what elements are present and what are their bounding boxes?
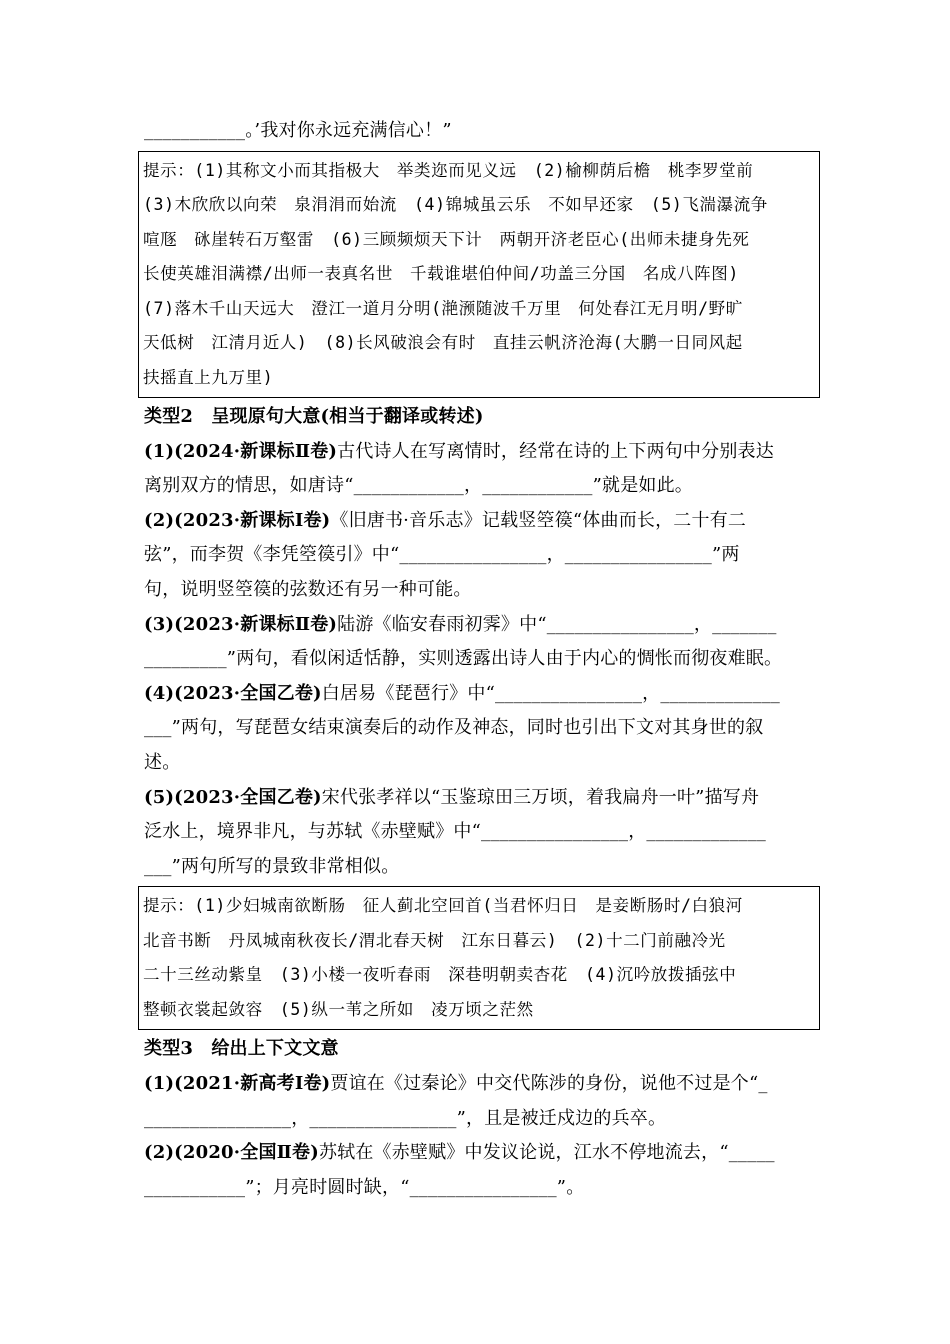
question-line	[144, 435, 814, 470]
hint-line: 北音书断 丹凤城南秋夜长/渭北春天树 江东日暮云) (2)十二门前融冷光	[143, 930, 726, 950]
question-text: _________”两句，看似闲适恬静，实则透露出诗人由于内心的惆怅而彻夜难眠。	[144, 648, 783, 670]
question-text: 贾谊在《过秦论》中交代陈涉的身份，说他不过是个“_	[330, 1073, 768, 1094]
hint-line: (3)木欣欣以向荣 泉涓涓而始流 (4)锦城虽云乐 不如早还家 (5)飞湍瀑流争	[143, 195, 768, 215]
document-page	[144, 114, 814, 1205]
hint-box-2	[138, 886, 820, 1030]
question-line	[144, 608, 814, 643]
question-text: 泛水上，境界非凡，与苏轼《赤壁赋》中“________________，_____________	[144, 821, 766, 843]
question-tag: (2)(2023·新课标Ⅰ卷)	[144, 509, 331, 531]
question-line	[144, 538, 814, 573]
hint-line: 喧豗 砯崖转石万壑雷 (6)三顾频烦天下计 两朝开济老臣心(出师未捷身先死	[143, 229, 750, 249]
question-text: 陆游《临安春雨初霁》中“________________，_______	[337, 613, 777, 635]
question-text: 句，说明竖箜篌的弦数还有另一种可能。	[144, 579, 472, 601]
question-line	[144, 504, 814, 539]
question-text: 白居易《琵琶行》中“________________，_____________	[321, 682, 780, 704]
question-line	[144, 642, 814, 677]
question-text: ________________，________________”，且是被迁戍边的兵卒。	[144, 1107, 667, 1129]
question-line	[144, 677, 814, 712]
question-text: 《旧唐书·音乐志》记载竖箜篌“体曲而长，二十有二	[330, 509, 747, 531]
section-heading-type2: 类型2 呈现原句大意(相当于翻译或转述)	[144, 406, 484, 428]
question-text: ___”两句，写琵琶女结束演奏后的动作及神态，同时也引出下文对其身世的叙	[144, 717, 764, 739]
question-tag: (5)(2023·全国乙卷)	[144, 786, 322, 808]
question-line	[144, 746, 814, 781]
question-text: ___”两句所写的景致非常相似。	[144, 855, 400, 877]
question-text: 宋代张孝祥以“玉鉴琼田三万顷，着我扁舟一叶”描写舟	[321, 786, 760, 808]
question-text: 离别双方的情思，如唐诗“____________，____________”就是如此。	[144, 475, 694, 497]
question-text: ___________”；月亮时圆时缺，“________________”。	[144, 1176, 585, 1198]
question-text: 苏轼在《赤壁赋》中发议论说，江水不停地流去，“_____	[318, 1142, 775, 1164]
question-tag: (1)(2021·新高考Ⅰ卷)	[144, 1073, 331, 1094]
question-text: 弦”，而李贺《李凭箜篌引》中“________________，________________”两	[144, 544, 740, 566]
question-line	[144, 1171, 814, 1206]
question-line	[144, 850, 814, 885]
question-line	[144, 781, 814, 816]
question-line	[144, 573, 814, 608]
question-tag: (4)(2023·全国乙卷)	[144, 682, 322, 704]
hint-box-1	[138, 151, 820, 399]
question-line	[144, 1067, 814, 1102]
hint-line: 天低树 江清月近人) (8)长风破浪会有时 直挂云帆济沧海(大鹏一日同风起	[143, 333, 743, 353]
question-tag: (1)(2024·新课标Ⅱ卷)	[144, 440, 338, 462]
question-text: 古代诗人在写离情时，经常在诗的上下两句中分别表达	[337, 440, 774, 462]
hint-line: 提示：(1)其称文小而其指极大 举类迩而见义远 (2)榆柳荫后檐 桃李罗堂前	[143, 160, 754, 180]
hint-line: 二十三丝动紫皇 (3)小楼一夜听春雨 深巷明朝卖杏花 (4)沉吟放拨插弦中	[143, 965, 737, 985]
question-line	[144, 711, 814, 746]
hint-line: 整顿衣裳起敛容 (5)纵一苇之所如 凌万顷之茫然	[143, 999, 534, 1019]
hint-line: 提示：(1)少妇城南欲断肠 征人蓟北空回首(当君怀归日 是妾断肠时/白狼河	[143, 896, 743, 916]
question-line	[144, 1102, 814, 1137]
question-tag: (3)(2023·新课标Ⅱ卷)	[144, 613, 338, 635]
hint-line: 扶摇直上九万里)	[143, 367, 274, 387]
question-line	[144, 815, 814, 850]
hint-line: 长使英雄泪满襟/出师一表真名世 千载谁堪伯仲间/功盖三分国 名成八阵图)	[143, 264, 739, 284]
section-heading-type3: 类型3 给出上下文文意	[144, 1038, 339, 1060]
text-line: ___________。’我对你永远充满信心！”	[144, 120, 452, 141]
question-line	[144, 469, 814, 504]
hint-line: (7)落木千山天远大 澄江一道月分明(滟滪随波千万里 何处春江无月明/野旷	[143, 298, 743, 318]
question-text: 述。	[144, 752, 181, 774]
question-line	[144, 1136, 814, 1171]
question-tag: (2)(2020·全国Ⅱ卷)	[144, 1142, 319, 1164]
